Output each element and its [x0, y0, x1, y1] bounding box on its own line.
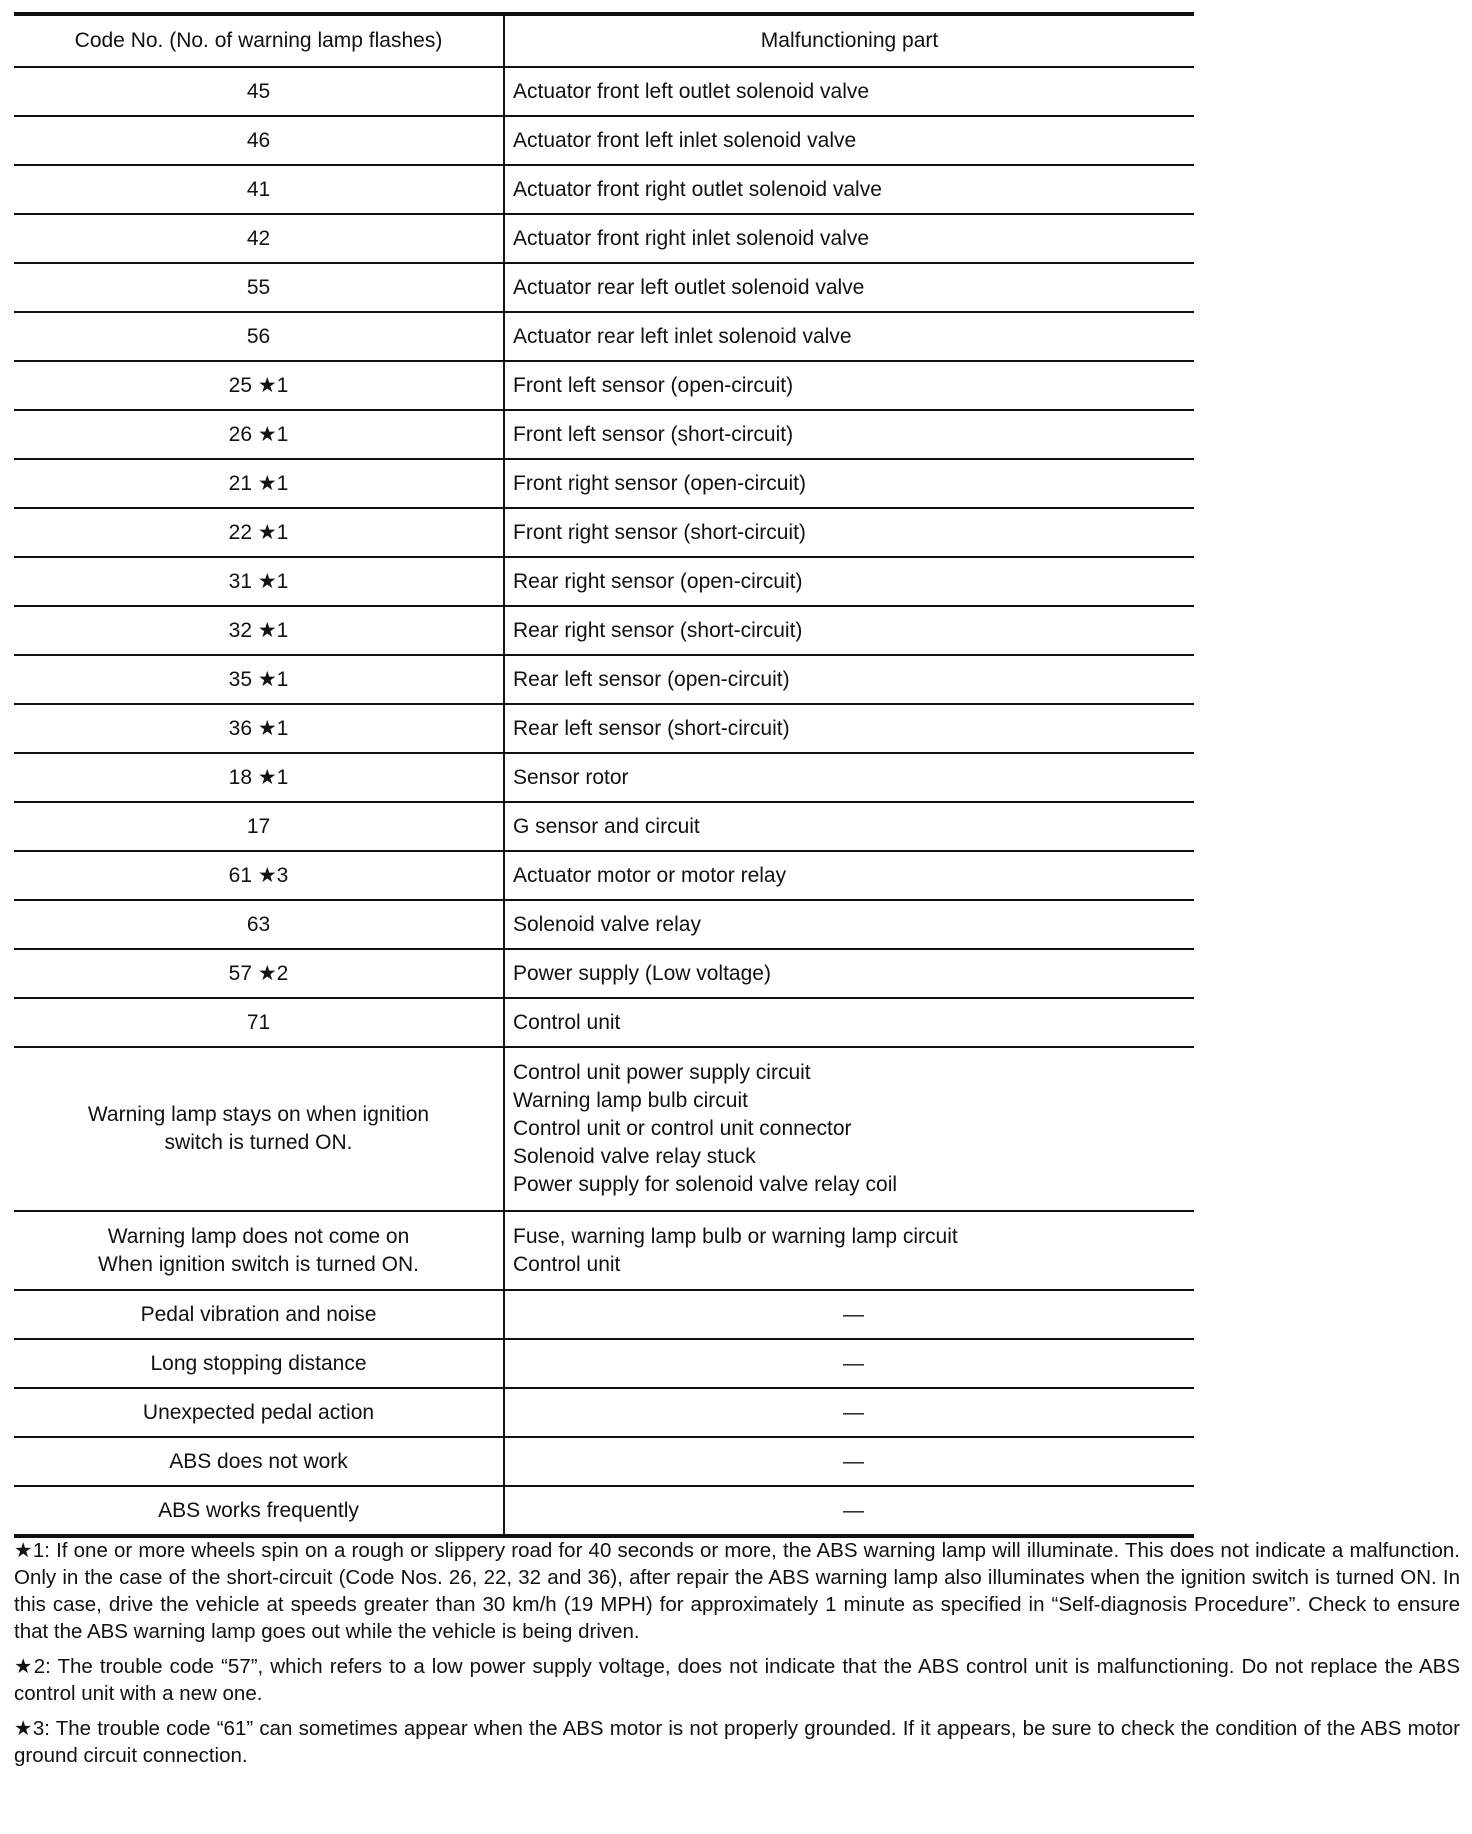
dash-mark: —	[843, 1498, 864, 1522]
part-cell: Rear right sensor (open-circuit)	[504, 557, 1194, 606]
part-line: Warning lamp bulb circuit	[513, 1089, 748, 1112]
part-cell	[504, 1388, 1194, 1437]
table-row	[14, 410, 1194, 459]
code-cell: 56	[14, 312, 504, 361]
part-cell: Actuator motor or motor relay	[504, 851, 1194, 900]
table-row	[14, 606, 1194, 655]
code-cell: 17	[14, 802, 504, 851]
code-cell: 22 ★1	[14, 508, 504, 557]
dash-mark: —	[843, 1449, 864, 1473]
part-line: Control unit or control unit connector	[513, 1117, 852, 1140]
code-cell: 18 ★1	[14, 753, 504, 802]
part-cell: Control unit	[504, 998, 1194, 1047]
table-row-lamp-not-on	[14, 1211, 1194, 1290]
part-cell: G sensor and circuit	[504, 802, 1194, 851]
code-line: switch is turned ON.	[164, 1131, 353, 1154]
code-cell: 25 ★1	[14, 361, 504, 410]
code-cell: 45	[14, 67, 504, 116]
table-row	[14, 557, 1194, 606]
table-row	[14, 655, 1194, 704]
code-cell: 26 ★1	[14, 410, 504, 459]
part-cell: Actuator front right inlet solenoid valve	[504, 214, 1194, 263]
part-cell: Solenoid valve relay	[504, 900, 1194, 949]
part-cell: Actuator front right outlet solenoid valve	[504, 165, 1194, 214]
part-cell: Front right sensor (short-circuit)	[504, 508, 1194, 557]
code-cell: 57 ★2	[14, 949, 504, 998]
table-row	[14, 165, 1194, 214]
part-cell	[504, 1486, 1194, 1536]
code-cell: 55	[14, 263, 504, 312]
dash-mark: —	[843, 1351, 864, 1375]
code-cell	[14, 1047, 504, 1211]
table-row	[14, 459, 1194, 508]
part-cell: Actuator front left inlet solenoid valve	[504, 116, 1194, 165]
code-cell: 21 ★1	[14, 459, 504, 508]
header-code: Code No. (No. of warning lamp flashes)	[14, 14, 504, 67]
table-row	[14, 1437, 1194, 1486]
part-cell: Actuator rear left outlet solenoid valve	[504, 263, 1194, 312]
part-cell: Actuator rear left inlet solenoid valve	[504, 312, 1194, 361]
footnote-3: ★3: The trouble code “61” can sometimes appear when the ABS motor is not properly grounded. If it appears, be sure to check the condition of the ABS motor ground circuit connection.	[14, 1717, 1460, 1767]
part-cell: Power supply (Low voltage)	[504, 949, 1194, 998]
code-cell: 31 ★1	[14, 557, 504, 606]
code-cell: 42	[14, 214, 504, 263]
part-line: Power supply for solenoid valve relay coil	[513, 1173, 898, 1196]
table-row	[14, 1339, 1194, 1388]
code-cell: 71	[14, 998, 504, 1047]
table-header-row	[14, 14, 1194, 67]
table-row	[14, 704, 1194, 753]
footnote-1: ★1: If one or more wheels spin on a rough or slippery road for 40 seconds or more, the ABS warning lamp will illuminate. This does not indicate a malfunction. Only in the case of the short-circuit (Code Nos. 26, 22, 32 and 36), after repair the ABS warning lamp also illuminates when the ignition switch is turned ON. In this case, drive the vehicle at speeds greater than 30 km/h (19 MPH) for approximately 1 minute as specified in “Self-diagnosis Procedure”. Check to ensure that the ABS warning lamp goes out while the vehicle is being driven.	[14, 1539, 1460, 1643]
table-row	[14, 312, 1194, 361]
table-row	[14, 263, 1194, 312]
part-cell: Front right sensor (open-circuit)	[504, 459, 1194, 508]
code-line: When ignition switch is turned ON.	[98, 1252, 419, 1276]
part-cell: Front left sensor (short-circuit)	[504, 410, 1194, 459]
code-cell: 35 ★1	[14, 655, 504, 704]
table-row	[14, 116, 1194, 165]
part-line: Control unit	[513, 1252, 621, 1276]
code-line: Warning lamp does not come on	[107, 1224, 410, 1248]
symptom-cell: Pedal vibration and noise	[14, 1290, 504, 1339]
code-cell	[14, 1211, 504, 1290]
table-body	[14, 67, 1194, 1536]
symptom-cell: Unexpected pedal action	[14, 1388, 504, 1437]
part-line: Control unit power supply circuit	[513, 1061, 811, 1084]
table-row	[14, 1486, 1194, 1536]
part-cell: Rear left sensor (short-circuit)	[504, 704, 1194, 753]
table-row-lamp-stays-on	[14, 1047, 1194, 1211]
part-cell: Rear left sensor (open-circuit)	[504, 655, 1194, 704]
trouble-code-table	[14, 12, 1194, 1538]
table-row	[14, 753, 1194, 802]
part-line: Fuse, warning lamp bulb or warning lamp circuit	[513, 1224, 958, 1248]
symptom-cell: Long stopping distance	[14, 1339, 504, 1388]
part-line: Solenoid valve relay stuck	[513, 1145, 756, 1168]
part-cell	[504, 1211, 1194, 1290]
code-cell: 32 ★1	[14, 606, 504, 655]
part-cell: Rear right sensor (short-circuit)	[504, 606, 1194, 655]
part-cell	[504, 1290, 1194, 1339]
footnotes	[14, 1537, 1460, 1777]
part-cell	[504, 1047, 1194, 1211]
code-cell: 41	[14, 165, 504, 214]
part-cell: Sensor rotor	[504, 753, 1194, 802]
table-row	[14, 998, 1194, 1047]
table-row	[14, 361, 1194, 410]
table-row	[14, 67, 1194, 116]
dash-mark: —	[843, 1302, 864, 1326]
part-cell: Front left sensor (open-circuit)	[504, 361, 1194, 410]
code-line: Warning lamp stays on when ignition	[87, 1103, 430, 1126]
footnote-2: ★2: The trouble code “57”, which refers to a low power supply voltage, does not indicate that the ABS control unit is malfunctioning. Do not replace the ABS control unit with a new one.	[14, 1655, 1460, 1705]
table-row	[14, 802, 1194, 851]
table-row	[14, 508, 1194, 557]
code-cell: 36 ★1	[14, 704, 504, 753]
symptom-cell: ABS does not work	[14, 1437, 504, 1486]
part-cell	[504, 1437, 1194, 1486]
code-cell: 63	[14, 900, 504, 949]
table-row	[14, 1388, 1194, 1437]
table-row	[14, 851, 1194, 900]
table-row	[14, 214, 1194, 263]
code-cell: 61 ★3	[14, 851, 504, 900]
diagnostic-table-container	[14, 12, 1194, 1538]
table-row	[14, 1290, 1194, 1339]
code-cell: 46	[14, 116, 504, 165]
dash-mark: —	[843, 1400, 864, 1424]
part-cell	[504, 1339, 1194, 1388]
symptom-cell: ABS works frequently	[14, 1486, 504, 1536]
header-part: Malfunctioning part	[504, 14, 1194, 67]
table-row	[14, 900, 1194, 949]
table-row	[14, 949, 1194, 998]
part-cell: Actuator front left outlet solenoid valve	[504, 67, 1194, 116]
